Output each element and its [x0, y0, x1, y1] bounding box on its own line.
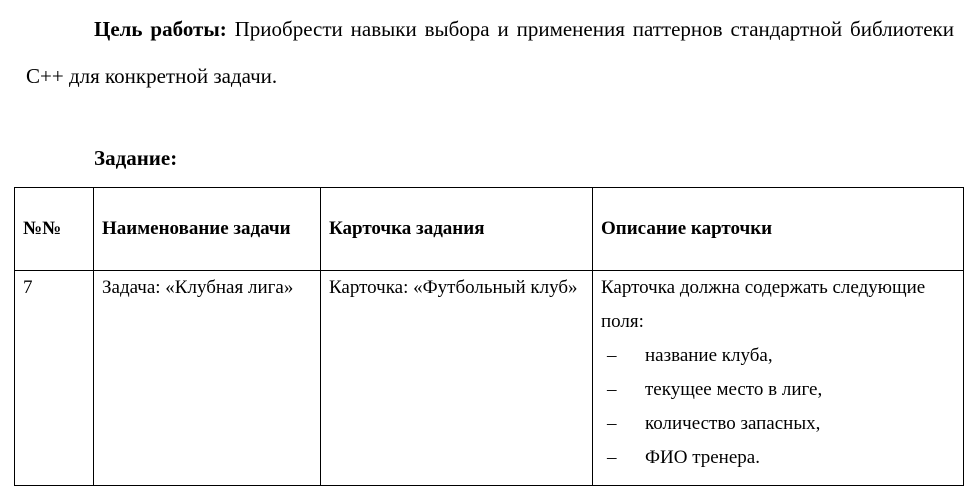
field-label: ФИО тренера.	[645, 447, 760, 468]
header-task-card: Карточка задания	[321, 188, 593, 271]
bullet-marker: –	[607, 447, 617, 468]
goal-paragraph	[26, 6, 954, 100]
goal-text: Приобрести навыки выбора и применения паттернов стандартной библиотеки С++ для конкретной задачи.	[26, 17, 954, 88]
field-label: текущее место в лиге,	[645, 379, 823, 400]
field-label: количество запасных,	[645, 413, 821, 434]
bullet-marker: –	[607, 345, 617, 366]
cell-description	[593, 271, 964, 486]
header-number: №№	[15, 188, 94, 271]
task-heading: Задание:	[94, 146, 178, 170]
description-intro: Карточка должна содержать следующие поля:	[601, 277, 926, 332]
bullet-marker: –	[607, 379, 617, 400]
list-item	[601, 407, 955, 441]
list-item	[601, 373, 955, 407]
header-card-description: Описание карточки	[593, 188, 964, 271]
list-item	[601, 441, 955, 475]
list-item	[601, 339, 955, 373]
task-table	[14, 187, 964, 486]
header-task-name: Наименование задачи	[94, 188, 321, 271]
goal-label: Цель работы:	[94, 17, 227, 41]
table-header-row	[15, 188, 964, 271]
cell-task: Задача: «Клубная лига»	[94, 271, 321, 486]
table-row	[15, 271, 964, 486]
bullet-marker: –	[607, 413, 617, 434]
cell-number: 7	[15, 271, 94, 486]
fields-list	[601, 339, 955, 475]
field-label: название клуба,	[645, 345, 773, 366]
cell-card: Карточка: «Футбольный клуб»	[321, 271, 593, 486]
